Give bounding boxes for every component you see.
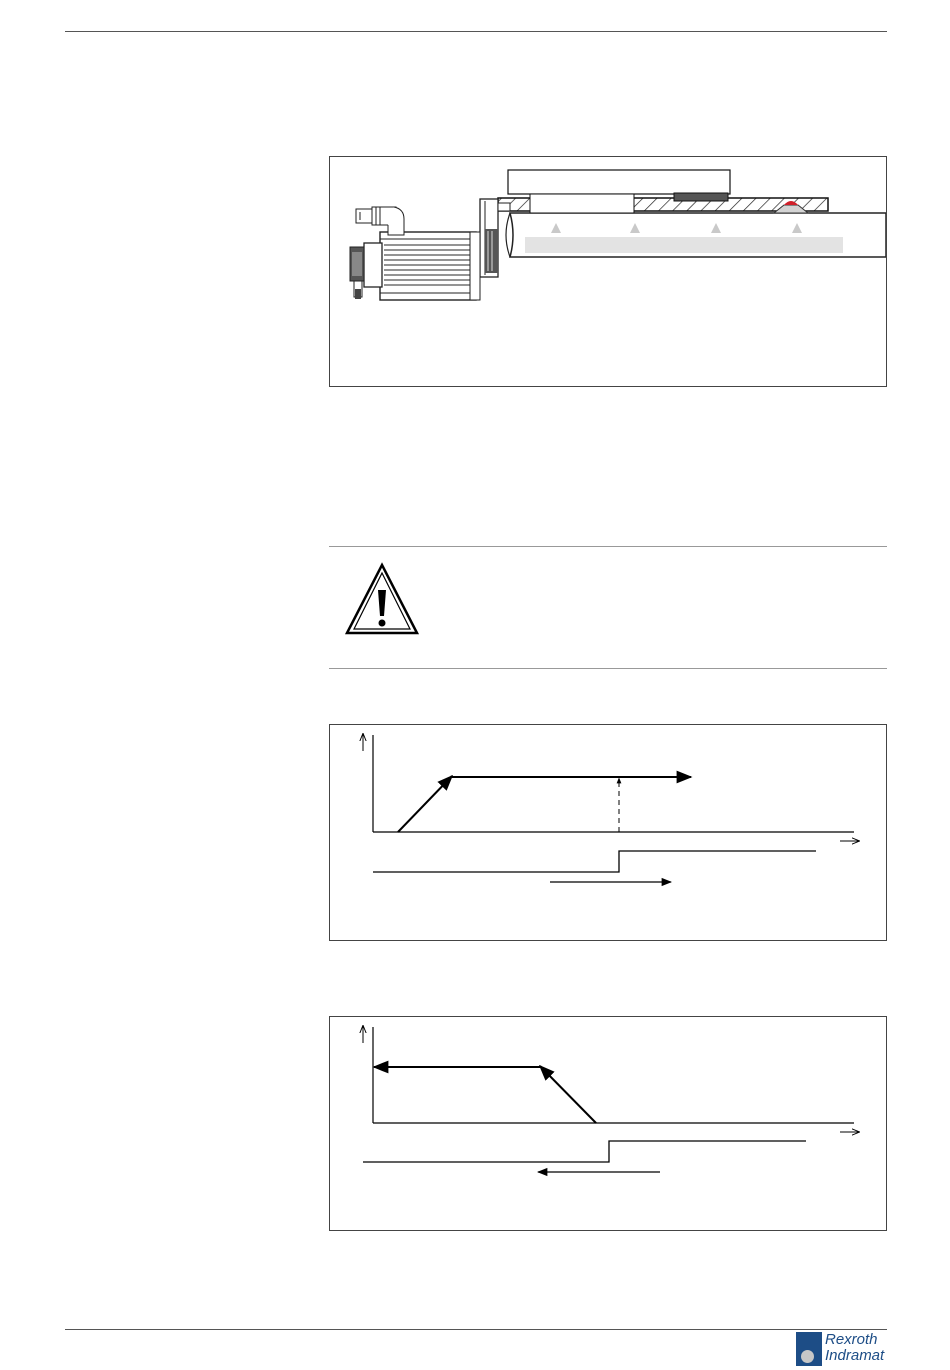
header-rule [65, 31, 887, 32]
velocity-profile-positive [329, 724, 887, 941]
brand-mark-icon [796, 1332, 822, 1366]
footer-rule [65, 1329, 887, 1330]
signal-step [373, 851, 816, 872]
brand-line2: Indramat [825, 1347, 885, 1364]
axis-mechanics-figure [329, 156, 887, 387]
warning-bottom-rule [329, 668, 887, 669]
carriage-block [530, 194, 634, 213]
accel-ramp [398, 776, 452, 832]
brand-logo [796, 1332, 888, 1366]
warning-top-rule [329, 546, 887, 547]
servo-motor [350, 207, 480, 300]
signal-step [363, 1141, 806, 1162]
brand-wordmark [825, 1332, 884, 1364]
decel-ramp [540, 1066, 596, 1123]
screw-nut [674, 193, 728, 201]
guide-rail [525, 237, 843, 253]
warning-icon [344, 562, 420, 636]
velocity-profile-negative [329, 1016, 887, 1231]
carriage-table [508, 170, 730, 194]
brand-line1: Rexroth [825, 1331, 878, 1348]
